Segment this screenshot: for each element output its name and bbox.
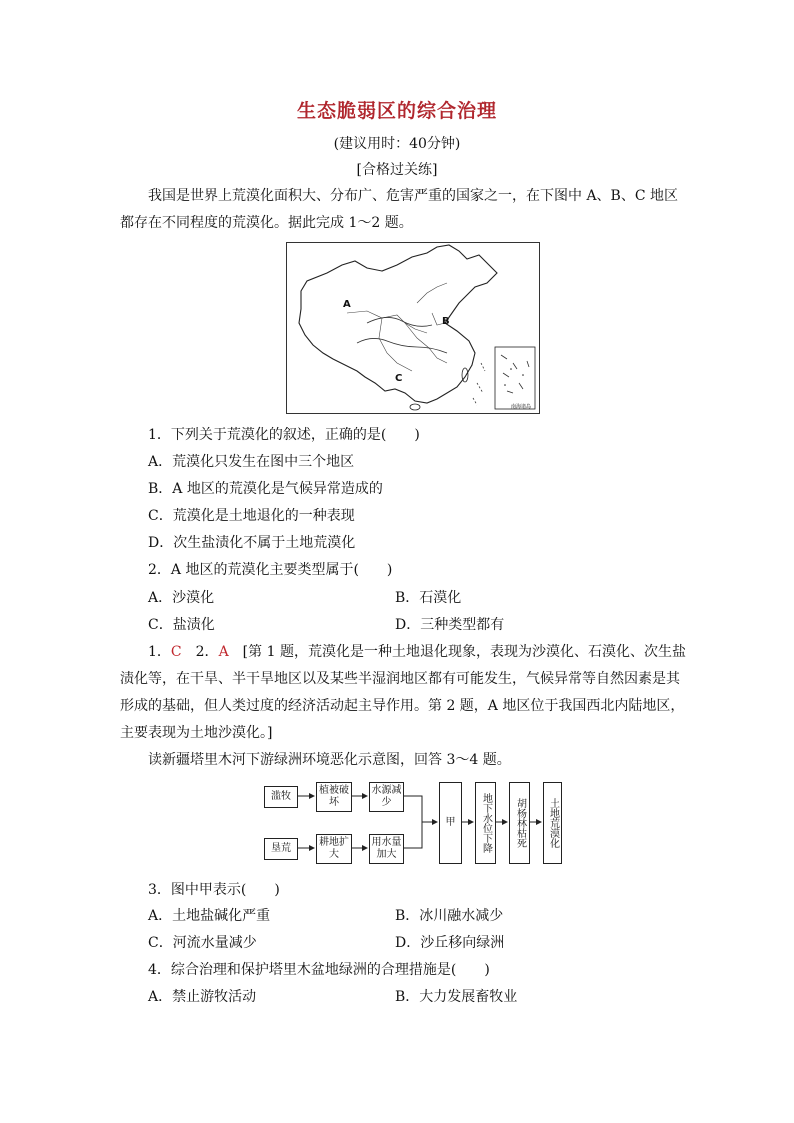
q4-option-b: B．大力发展畜牧业 [395,989,518,1005]
q3-option-a: A．土地盐碱化严重 [148,908,271,924]
q3-option-c: C．河流水量减少 [148,935,257,951]
time-note: (建议用时：40分钟) [333,136,461,152]
yangtze-river [357,338,447,353]
china-map [286,242,540,414]
q2-option-a: A．沙漠化 [148,590,215,606]
q3-option-b: B．冰川融水减少 [395,908,504,924]
answer-12-line-2: 渍化等，在干旱、半干旱地区以及某些半湿润地区都有可能发生，气候异常等自然因素是其 [120,671,680,687]
flow-grazing: 滥牧 [264,786,298,808]
map-drawing [287,243,539,413]
answer-explanation-start: [第 1 题，荒漠化是一种土地退化现象，表现为沙漠化、石漠化、次生盐 [228,644,686,660]
answer-1: C [170,644,182,660]
flow-reclaim: 垦荒 [264,838,298,860]
q3-stem: 3．图中甲表示( ) [148,882,280,898]
flow-farmland-expand: 耕地扩大 [316,834,352,864]
answer-12-line-3: 形成的基础，但人类过度的经济活动起主导作用。第 2 题，A 地区位于我国西北内陆地区， [120,698,685,714]
q1-option-b: B．A 地区的荒漠化是气候异常造成的 [148,481,383,497]
inset-caption: 南海诸岛 [511,404,532,410]
page-title: 生态脆弱区的综合治理 [296,100,497,122]
q4-option-a: A．禁止游牧活动 [148,989,257,1005]
q2-option-d: D．三种类型都有 [395,617,505,633]
flow-diagram [262,778,562,864]
map-label-c: C [395,373,403,384]
yellow-river [367,317,432,326]
intro-line-1: 我国是世界上荒漠化面积大、分布广、危害严重的国家之一，在下图中 A、B、C 地区 [148,188,679,204]
answer-2: A [218,644,229,660]
flow-desertification: 土地荒漠化 [543,782,562,864]
q1-option-a: A．荒漠化只发生在图中三个地区 [148,454,355,470]
q4-stem: 4．综合治理和保护塔里木盆地绿洲的合理措施是( ) [148,962,490,978]
q1-stem: 1．下列关于荒漠化的叙述，正确的是( ) [148,427,420,443]
section-label: [合格过关练] [356,162,438,178]
q2-option-b: B．石漠化 [395,590,462,606]
map-label-a: A [343,299,351,310]
flow-water-use-increase: 用水量加大 [369,834,404,864]
answer-prefix-1: 1． [148,644,171,660]
flow-water-decrease: 水源减少 [369,782,404,812]
map-label-b: B [442,316,450,327]
q1-option-c: C．荒漠化是土地退化的一种表现 [148,508,355,524]
answer-12-line-4: 主要表现为土地沙漠化。] [120,725,273,741]
flow-vegetation-damage: 植被破坏 [316,782,352,812]
answer-prefix-2: 2． [181,644,219,660]
intro-line-2: 都存在不同程度的荒漠化。据此完成 1～2 题。 [120,215,413,231]
q2-option-c: C．盐渍化 [148,617,215,633]
flow-jia: 甲 [439,782,462,864]
q1-option-d: D．次生盐渍化不属于土地荒漠化 [148,535,356,551]
q3-option-d: D．沙丘移向绿洲 [395,935,505,951]
q2-stem: 2．A 地区的荒漠化主要类型属于( ) [148,562,393,578]
flow-groundwater-drop: 地下水位下降 [475,782,496,864]
answer-12-line-1 [148,642,686,662]
south-sea-inset [495,347,535,409]
flow-poplar-death: 胡杨林枯死 [509,782,530,864]
intro-34: 读新疆塔里木河下游绿洲环境恶化示意图，回答 3～4 题。 [148,752,511,768]
taiwan-island [462,368,468,382]
hainan-island [410,404,420,410]
